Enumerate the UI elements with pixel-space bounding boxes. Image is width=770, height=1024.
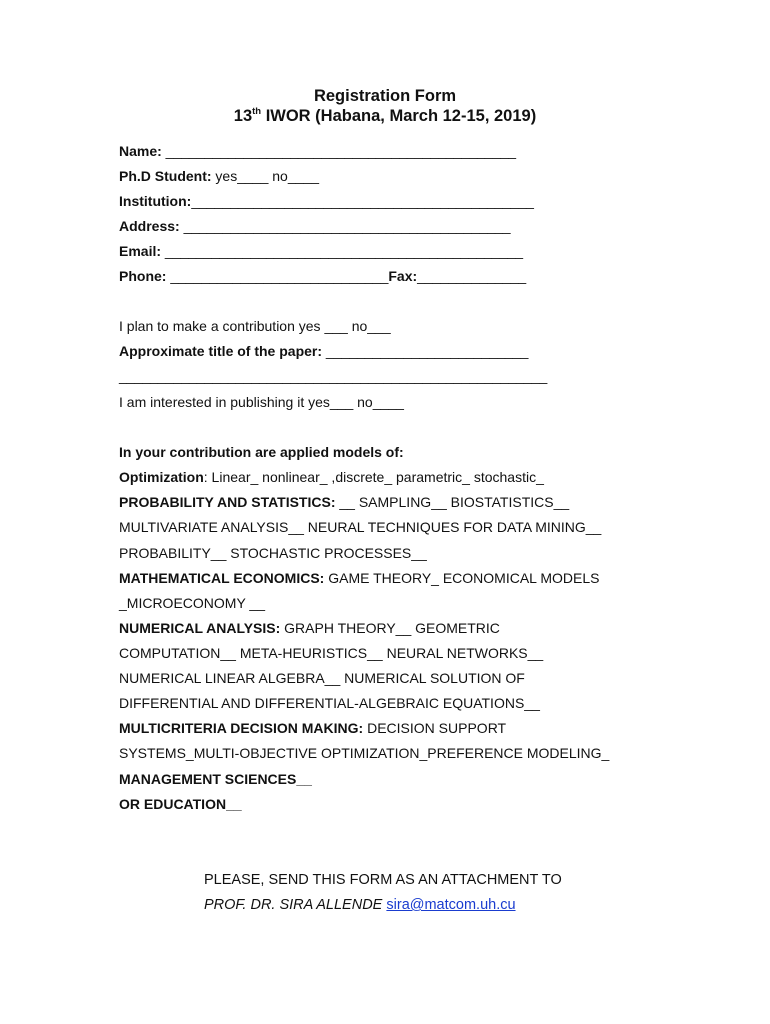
- institution-label: Institution:: [119, 193, 192, 209]
- paper-title-label: Approximate title of the paper:: [119, 343, 323, 359]
- mcdm-options[interactable]: DECISION SUPPORT: [363, 720, 507, 736]
- numerical-row-2[interactable]: COMPUTATION__ META-HEURISTICS__ NEURAL NETWORKS__: [119, 645, 544, 661]
- publishing-interest[interactable]: I am interested in publishing it yes___ no____: [119, 394, 404, 410]
- address-label: Address:: [119, 218, 180, 234]
- footer-contact: [204, 897, 516, 914]
- address-blank[interactable]: __________________________________________: [179, 218, 511, 234]
- form-title: Registration Form: [313, 87, 457, 105]
- probability-row[interactable]: [119, 494, 569, 511]
- paper-title-field[interactable]: [119, 343, 528, 360]
- economics-options[interactable]: GAME THEORY_ ECONOMICAL MODELS: [324, 570, 600, 586]
- phone-fax-field[interactable]: [119, 268, 526, 285]
- phd-options[interactable]: yes____ no____: [211, 168, 319, 184]
- probability-row-3[interactable]: PROBABILITY__ STOCHASTIC PROCESSES__: [119, 545, 427, 561]
- numerical-options[interactable]: GRAPH THEORY__ GEOMETRIC: [280, 620, 500, 636]
- probability-label: PROBABILITY AND STATISTICS:: [119, 494, 336, 510]
- optimization-options[interactable]: : Linear_ nonlinear_ ,discrete_ parametric_ stochastic_: [203, 469, 544, 485]
- contribution-plan[interactable]: I plan to make a contribution yes ___ no___: [119, 318, 391, 334]
- paper-title-blank-2[interactable]: _______________________________________________________: [119, 368, 548, 384]
- name-blank[interactable]: _____________________________________________: [161, 143, 517, 159]
- economics-row[interactable]: [119, 570, 599, 587]
- numerical-row[interactable]: [119, 620, 500, 637]
- mcdm-label: MULTICRITERIA DECISION MAKING:: [119, 720, 364, 736]
- mcdm-row-2[interactable]: SYSTEMS_MULTI-OBJECTIVE OPTIMIZATION_PREFERENCE MODELING_: [119, 745, 610, 761]
- name-label: Name:: [119, 143, 162, 159]
- models-heading: In your contribution are applied models of:: [119, 444, 404, 460]
- mcdm-row[interactable]: [119, 720, 506, 737]
- contact-name: PROF. DR. SIRA ALLENDE: [204, 897, 383, 913]
- phd-label: Ph.D Student:: [119, 168, 212, 184]
- education-row[interactable]: OR EDUCATION__: [119, 796, 242, 812]
- management-row[interactable]: MANAGEMENT SCIENCES__: [119, 771, 312, 787]
- numerical-label: NUMERICAL ANALYSIS:: [119, 620, 281, 636]
- numerical-row-3[interactable]: NUMERICAL LINEAR ALGEBRA__ NUMERICAL SOLUTION OF: [119, 670, 525, 686]
- contact-email-link[interactable]: sira@matcom.uh.cu: [386, 897, 516, 913]
- phone-blank[interactable]: ____________________________: [166, 268, 389, 284]
- ordinal-number: 13: [233, 107, 253, 125]
- ordinal-suffix: th: [252, 106, 262, 117]
- institution-field[interactable]: [119, 193, 534, 210]
- event-details: IWOR (Habana, March 12-15, 2019): [261, 107, 537, 125]
- phd-student-field[interactable]: [119, 168, 319, 185]
- email-label: Email:: [119, 243, 162, 259]
- fax-blank[interactable]: ______________: [417, 268, 527, 284]
- name-field[interactable]: [119, 143, 516, 160]
- footer-instruction: PLEASE, SEND THIS FORM AS AN ATTACHMENT TO: [204, 872, 562, 888]
- email-blank[interactable]: ______________________________________________: [161, 243, 524, 259]
- fax-label: Fax:: [388, 268, 418, 284]
- event-subtitle: [0, 107, 770, 126]
- economics-row-2[interactable]: _MICROECONOMY __: [119, 595, 265, 611]
- address-field[interactable]: [119, 218, 511, 235]
- optimization-row[interactable]: [119, 469, 544, 486]
- economics-label: MATHEMATICAL ECONOMICS:: [119, 570, 325, 586]
- probability-options[interactable]: __ SAMPLING__ BIOSTATISTICS__: [335, 494, 570, 510]
- phone-label: Phone:: [119, 268, 167, 284]
- optimization-label: Optimization: [119, 469, 204, 485]
- paper-title-blank[interactable]: __________________________: [322, 343, 529, 359]
- probability-row-2[interactable]: MULTIVARIATE ANALYSIS__ NEURAL TECHNIQUES FOR DATA MINING__: [119, 519, 602, 535]
- email-field[interactable]: [119, 243, 523, 260]
- numerical-row-4[interactable]: DIFFERENTIAL AND DIFFERENTIAL-ALGEBRAIC EQUATIONS__: [119, 695, 540, 711]
- institution-blank[interactable]: ____________________________________________: [191, 193, 534, 209]
